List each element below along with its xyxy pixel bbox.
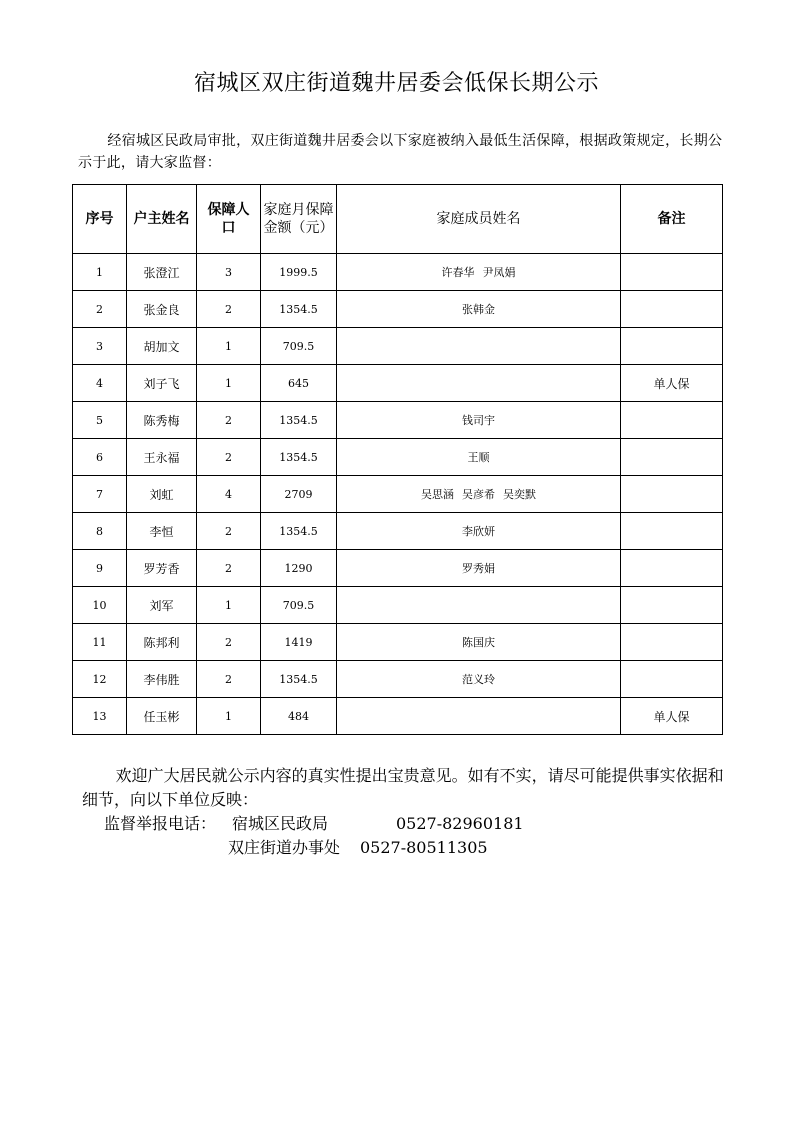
cell-amount: 1354.5 bbox=[261, 439, 337, 476]
cell-members bbox=[337, 513, 621, 550]
cell-head-name: 刘子飞 bbox=[127, 365, 197, 402]
cell-seq: 9 bbox=[73, 550, 127, 587]
table-header-row bbox=[73, 185, 723, 254]
cell-persons: 1 bbox=[197, 328, 261, 365]
contact-line-1 bbox=[82, 812, 732, 836]
cell-remark bbox=[621, 254, 723, 291]
table-row bbox=[73, 365, 723, 402]
cell-head-name: 任玉彬 bbox=[127, 698, 197, 735]
header-remark: 备注 bbox=[621, 185, 723, 254]
cell-members bbox=[337, 402, 621, 439]
cell-remark bbox=[621, 661, 723, 698]
header-seq: 序号 bbox=[73, 185, 127, 254]
cell-head-name: 刘虹 bbox=[127, 476, 197, 513]
table-row bbox=[73, 291, 723, 328]
cell-amount: 709.5 bbox=[261, 587, 337, 624]
table-body bbox=[73, 254, 723, 735]
cell-seq: 11 bbox=[73, 624, 127, 661]
cell-head-name: 陈秀梅 bbox=[127, 402, 197, 439]
cell-members bbox=[337, 661, 621, 698]
cell-amount: 1354.5 bbox=[261, 402, 337, 439]
feedback-paragraph: 欢迎广大居民就公示内容的真实性提出宝贵意见。如有不实，请尽可能提供事实依据和细节，向以下单位反映： bbox=[82, 766, 724, 809]
cell-amount: 1999.5 bbox=[261, 254, 337, 291]
table-row bbox=[73, 328, 723, 365]
cell-persons: 1 bbox=[197, 365, 261, 402]
header-amount-text: 家庭月保障金额（元） bbox=[263, 202, 334, 236]
member-name: 罗秀娟 bbox=[462, 562, 495, 575]
page-title: 宿城区双庄街道魏井居委会低保长期公示 bbox=[193, 71, 599, 96]
cell-head-name: 李恒 bbox=[127, 513, 197, 550]
cell-seq: 10 bbox=[73, 587, 127, 624]
member-name: 钱司宇 bbox=[462, 414, 495, 427]
table-row bbox=[73, 587, 723, 624]
cell-head-name: 胡加文 bbox=[127, 328, 197, 365]
cell-amount: 709.5 bbox=[261, 328, 337, 365]
cell-remark bbox=[621, 624, 723, 661]
cell-persons: 2 bbox=[197, 661, 261, 698]
cell-head-name: 陈邦利 bbox=[127, 624, 197, 661]
cell-members bbox=[337, 328, 621, 365]
cell-members bbox=[337, 698, 621, 735]
cell-remark: 单人保 bbox=[621, 698, 723, 735]
contact-phone: 0527-82960181 bbox=[396, 814, 524, 833]
table-row bbox=[73, 476, 723, 513]
cell-persons: 2 bbox=[197, 550, 261, 587]
member-name: 尹凤娟 bbox=[482, 266, 516, 279]
cell-remark bbox=[621, 587, 723, 624]
header-members: 家庭成员姓名 bbox=[337, 185, 621, 254]
cell-head-name: 张澄江 bbox=[127, 254, 197, 291]
contact-line-2 bbox=[82, 836, 732, 860]
cell-remark bbox=[621, 328, 723, 365]
cell-seq: 5 bbox=[73, 402, 127, 439]
cell-seq: 6 bbox=[73, 439, 127, 476]
cell-head-name: 张金良 bbox=[127, 291, 197, 328]
header-persons bbox=[197, 185, 261, 254]
cell-amount: 1419 bbox=[261, 624, 337, 661]
cell-remark bbox=[621, 402, 723, 439]
cell-remark bbox=[621, 291, 723, 328]
cell-persons: 1 bbox=[197, 698, 261, 735]
table-row bbox=[73, 513, 723, 550]
footer bbox=[82, 764, 732, 860]
cell-members bbox=[337, 439, 621, 476]
cell-members bbox=[337, 587, 621, 624]
member-name: 李欣妍 bbox=[462, 525, 495, 538]
header-head-name: 户主姓名 bbox=[127, 185, 197, 254]
cell-head-name: 李伟胜 bbox=[127, 661, 197, 698]
cell-persons: 3 bbox=[197, 254, 261, 291]
member-name: 吴奕默 bbox=[503, 488, 536, 501]
cell-remark bbox=[621, 439, 723, 476]
cell-seq: 1 bbox=[73, 254, 127, 291]
hotline-label: 监督举报电话： bbox=[104, 814, 217, 833]
cell-persons: 2 bbox=[197, 624, 261, 661]
table-row bbox=[73, 402, 723, 439]
contact-org: 双庄街道办事处 bbox=[228, 838, 341, 857]
member-name: 王顺 bbox=[467, 451, 490, 464]
cell-seq: 13 bbox=[73, 698, 127, 735]
contact-phone: 0527-80511305 bbox=[360, 838, 488, 857]
member-name: 吴思涵 bbox=[421, 488, 454, 501]
member-name: 陈国庆 bbox=[462, 636, 495, 649]
cell-amount: 645 bbox=[261, 365, 337, 402]
cell-members bbox=[337, 291, 621, 328]
table-row bbox=[73, 624, 723, 661]
cell-seq: 3 bbox=[73, 328, 127, 365]
cell-members bbox=[337, 254, 621, 291]
cell-head-name: 罗芳香 bbox=[127, 550, 197, 587]
member-name: 范义玲 bbox=[462, 673, 495, 686]
table-row bbox=[73, 439, 723, 476]
cell-persons: 1 bbox=[197, 587, 261, 624]
cell-members bbox=[337, 624, 621, 661]
cell-members bbox=[337, 476, 621, 513]
cell-amount: 1354.5 bbox=[261, 513, 337, 550]
cell-amount: 1290 bbox=[261, 550, 337, 587]
cell-persons: 2 bbox=[197, 291, 261, 328]
header-persons-text: 保障人口 bbox=[207, 202, 250, 236]
contact-org: 宿城区民政局 bbox=[232, 814, 329, 833]
table-row bbox=[73, 550, 723, 587]
table-row bbox=[73, 661, 723, 698]
cell-members bbox=[337, 365, 621, 402]
member-name: 张韩金 bbox=[462, 303, 495, 316]
cell-remark bbox=[621, 550, 723, 587]
cell-amount: 1354.5 bbox=[261, 291, 337, 328]
cell-head-name: 王永福 bbox=[127, 439, 197, 476]
cell-persons: 2 bbox=[197, 513, 261, 550]
cell-persons: 4 bbox=[197, 476, 261, 513]
cell-remark bbox=[621, 513, 723, 550]
cell-seq: 12 bbox=[73, 661, 127, 698]
cell-persons: 2 bbox=[197, 439, 261, 476]
member-name: 吴彦希 bbox=[462, 488, 495, 501]
table-row bbox=[73, 698, 723, 735]
cell-amount: 484 bbox=[261, 698, 337, 735]
header-amount bbox=[261, 185, 337, 254]
cell-amount: 2709 bbox=[261, 476, 337, 513]
cell-remark bbox=[621, 476, 723, 513]
cell-seq: 8 bbox=[73, 513, 127, 550]
assistance-table bbox=[72, 184, 723, 735]
cell-members bbox=[337, 550, 621, 587]
cell-seq: 2 bbox=[73, 291, 127, 328]
cell-persons: 2 bbox=[197, 402, 261, 439]
member-name: 许春华 bbox=[441, 266, 475, 279]
cell-remark: 单人保 bbox=[621, 365, 723, 402]
cell-head-name: 刘军 bbox=[127, 587, 197, 624]
cell-seq: 7 bbox=[73, 476, 127, 513]
cell-amount: 1354.5 bbox=[261, 661, 337, 698]
table-row bbox=[73, 254, 723, 291]
cell-seq: 4 bbox=[73, 365, 127, 402]
intro-paragraph: 经宿城区民政局审批，双庄街道魏井居委会以下家庭被纳入最低生活保障，根据政策规定，长期公示于此，请大家监督： bbox=[78, 133, 723, 171]
